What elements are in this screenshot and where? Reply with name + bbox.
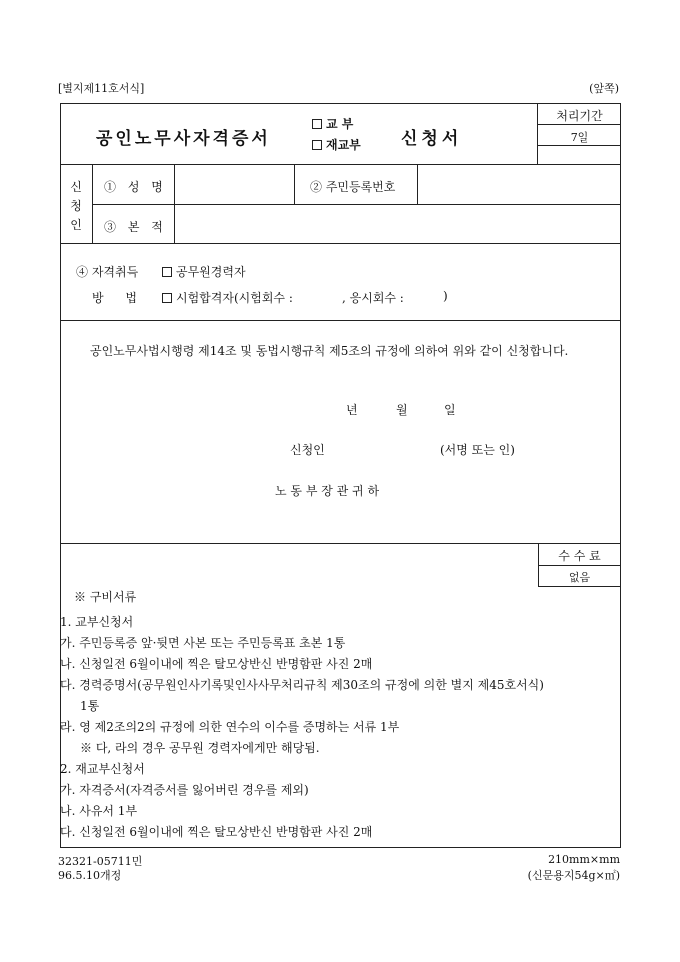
processing-period-value: 7일 — [570, 131, 589, 144]
signature-note: (서명 또는 인) — [440, 443, 515, 457]
processing-period-label: 처리기간 — [556, 109, 603, 123]
applicant-signature-label: 신청인 — [290, 443, 325, 457]
option-reissue[interactable] — [312, 136, 361, 153]
exam-checkbox[interactable] — [162, 293, 172, 303]
official-label: 공무원경력자 — [176, 265, 246, 279]
exam-label: 시험합격자(시험회수 : — [176, 291, 293, 305]
issue-checkbox[interactable] — [312, 119, 322, 129]
issue-label: 교 부 — [326, 117, 354, 131]
method-option-official[interactable] — [162, 263, 246, 280]
document-line: 1. 교부신청서 — [60, 615, 134, 629]
method-label-line2: 방 법 — [92, 291, 137, 305]
revision-date: 96.5.10개정 — [58, 869, 122, 882]
addressee: 노 동 부 장 관 귀 하 — [275, 484, 380, 498]
fee-label: 수 수 료 — [558, 549, 601, 563]
exam-attempts-label: , 응시회수 : — [342, 291, 404, 305]
name-field[interactable] — [180, 178, 290, 196]
reissue-label: 재교부 — [326, 138, 361, 152]
domicile-field[interactable] — [180, 218, 616, 236]
document-line: 나. 사유서 1부 — [60, 804, 138, 818]
date-day-label: 일 — [444, 403, 456, 417]
form-code: 32321-05711민 — [58, 855, 143, 868]
form-title: 공인노무사자격증서 — [96, 129, 271, 149]
reissue-checkbox[interactable] — [312, 140, 322, 150]
rrn-field[interactable] — [422, 178, 616, 196]
applicant-label-1: 신 — [70, 180, 82, 194]
form-number-label: [별지제11호서식] — [58, 82, 145, 95]
option-issue[interactable] — [312, 115, 353, 132]
date-year-label: 년 — [346, 403, 358, 417]
document-line: 가. 주민등록증 앞·뒷면 사본 또는 주민등록표 초본 1통 — [60, 636, 346, 650]
domicile-label: ③ 본 적 — [104, 220, 163, 234]
document-line: ※ 다, 라의 경우 공무원 경력자에게만 해당됨. — [80, 741, 320, 755]
front-side-label: (앞쪽) — [589, 82, 619, 95]
document-line: 가. 자격증서(자격증서를 잃어버린 경우를 제외) — [60, 783, 309, 797]
rrn-label: ② 주민등록번호 — [310, 180, 396, 194]
official-checkbox[interactable] — [162, 267, 172, 277]
paper-type: (신문용지54g×㎡) — [527, 869, 620, 882]
name-label: ① 성 명 — [104, 180, 163, 194]
paper-size: 210mm×mm — [548, 853, 620, 866]
applicant-label-2: 청 — [70, 199, 82, 213]
document-line: 다. 신청일전 6월이내에 찍은 탈모상반신 반명함판 사진 2매 — [60, 825, 373, 839]
document-line: 다. 경력증명서(공무원인사기록및인사사무처리규칙 제30조의 규정에 의한 별지 제45호서식) — [60, 678, 544, 692]
exam-close-paren: ) — [443, 289, 448, 303]
document-line: 나. 신청일전 6월이내에 찍은 탈모상반신 반명함판 사진 2매 — [60, 657, 373, 671]
method-option-exam[interactable] — [162, 289, 293, 306]
date-month-label: 월 — [396, 403, 408, 417]
declaration-statement: 공인노무사법시행령 제14조 및 동법시행규칙 제5조의 규정에 의하여 위와 같이 신청합니다. — [90, 344, 569, 358]
document-line: 2. 재교부신청서 — [60, 762, 145, 776]
method-label-line1: ④ 자격취득 — [76, 265, 139, 279]
documents-heading: ※ 구비서류 — [74, 590, 137, 604]
document-line: 1통 — [80, 699, 100, 713]
applicant-label-3: 인 — [70, 218, 82, 232]
document-line: 라. 영 제2조의2의 규정에 의한 연수의 이수를 증명하는 서류 1부 — [60, 720, 400, 734]
fee-value: 없음 — [568, 571, 591, 584]
form-title-suffix: 신청서 — [401, 129, 463, 149]
